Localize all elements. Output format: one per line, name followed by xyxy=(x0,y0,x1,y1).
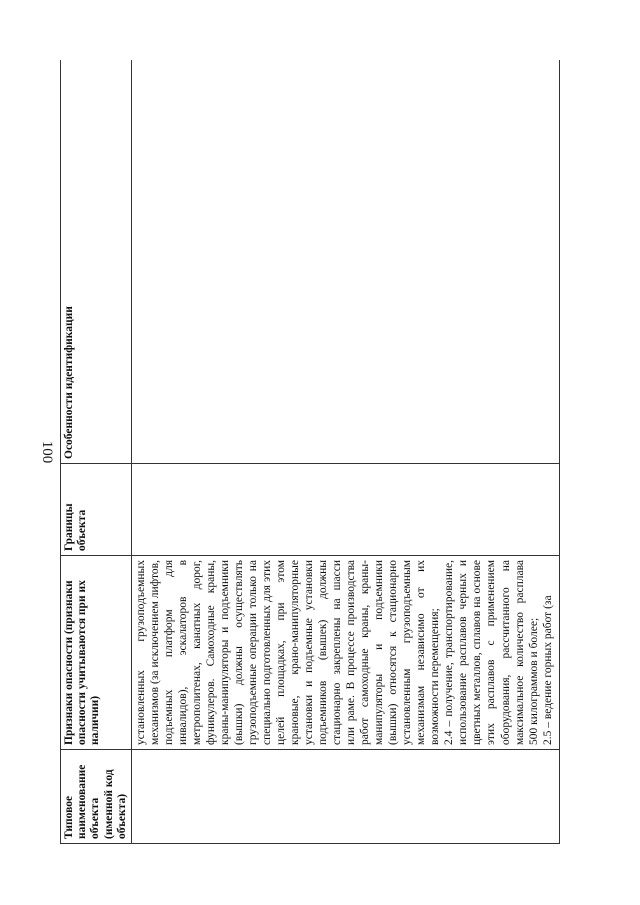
table-row xyxy=(132,60,560,844)
table-container xyxy=(60,60,560,844)
hazard-text-segment: 2.4 – получение, транспортирование, использование расплавов черных и цветных металлов, сплавов на основе этих расплавов с применением оборудования, рассчитанного на максимальное количество расплава 500 килограммов и более; xyxy=(443,560,540,745)
header-object-name: Типовое наименование объекта (именной код объекта) xyxy=(61,750,132,844)
hazard-text-segment: 2.5 – ведение горных работ (за xyxy=(541,595,554,745)
rotated-table-frame xyxy=(60,60,560,844)
cell-identification-features xyxy=(132,60,560,464)
page-number: 100 xyxy=(39,440,55,464)
hazard-text-segment: установленных грузоподъемных механизмов (за исключением лифтов, подъемных платформ для инвалидов), эскалаторов в метрополитенах, канатных дорог, фуникулеров. Самоходные краны, краны-манипуляторы и подъемники (вышки) должны осуществлять грузоподъемные операции только на специально подготовленных для этих целей площадках, при этом крановые, крано-манипуляторные установки и подъемные установки подъемников (вышек) должны стационарно закреплены на шасси или раме. В процессе производства работ самоходные краны, краны-манипуляторы и подъемники (вышки) относятся к стационарно установленным грузоподъемным механизмам независимо от их возможности перемещения; xyxy=(135,560,442,745)
cell-object-name xyxy=(132,750,560,844)
identification-table xyxy=(60,60,560,844)
cell-object-boundaries xyxy=(132,464,560,556)
cell-hazard-signs xyxy=(132,556,560,750)
header-identification-features: Особенности идентификации xyxy=(61,60,132,464)
header-hazard-signs: Признаки опасности (признаки опасности учитываются при их наличии) xyxy=(61,556,132,750)
header-object-boundaries: Границы объекта xyxy=(61,464,132,556)
table-header-row xyxy=(61,60,132,844)
